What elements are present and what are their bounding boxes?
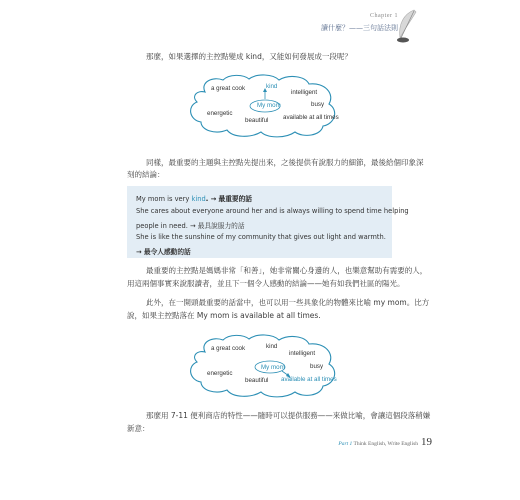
cloud2-word-energetic: energetic xyxy=(207,370,233,377)
chapter-title: 讀什麼？——三句話法則 xyxy=(321,24,398,32)
cloud2-word-busy: busy xyxy=(310,363,324,370)
chapter-label: Chapter 1 xyxy=(370,13,398,19)
paragraph-4-line-2: 說，如果主控點落在 My mom is available at all times. xyxy=(127,311,321,320)
cloud1-word-intelligent: intelligent xyxy=(291,89,318,96)
example-line-1 xyxy=(136,193,252,203)
cloud2-word-cook: a great cook xyxy=(211,345,246,352)
paragraph-4-line-1: 此外，在一開頭最重要的話當中，也可以用一些具象化的物體來比喻 my mom。比方 xyxy=(146,298,430,307)
example-line-3: people in need. → 最具說服力的話 xyxy=(136,222,245,230)
footer-book-title: Think English, Write English xyxy=(353,441,418,447)
cloud2-word-beautiful: beautiful xyxy=(245,377,269,384)
cloud2-word-mymom: My mom xyxy=(261,364,285,371)
page-number: 19 xyxy=(421,436,432,448)
cloud1-word-available: available at all times xyxy=(283,114,339,121)
cloud1-word-mymom: My mom xyxy=(257,102,281,109)
example-line-5: → 最令人感動的話 xyxy=(136,248,191,256)
feather-icon xyxy=(394,8,420,44)
example-line-1-pre: My mom is very xyxy=(136,195,192,203)
cloud1-word-cook: a great cook xyxy=(211,85,246,92)
example-line-1-post: . → 最重要的話 xyxy=(205,195,252,203)
cloud2-word-available: available at all times xyxy=(281,376,337,383)
paragraph-5-line-2: 新意： xyxy=(127,424,150,433)
cloud2-word-intelligent: intelligent xyxy=(289,350,316,357)
paragraph-2-line-2: 刻的結論： xyxy=(127,170,165,179)
paragraph-5-line-1: 那麼用 7-11 便利商店的特性——隨時可以提供服務——來做比喻，會讓這個段落稍嫌 xyxy=(146,411,431,420)
paragraph-3-line-2: 用這兩個事實來說服讀者，並且下一個令人感動的結論——她有如我們社區的陽光。 xyxy=(127,279,405,288)
footer-running-title xyxy=(338,441,418,447)
cloud1-word-beautiful: beautiful xyxy=(245,117,269,124)
paragraph-2-line-1: 同樣，最重要的主題與主控點先提出來，之後提供有說服力的細節，最後給個印象深 xyxy=(146,158,424,167)
footer-part: Part 1 xyxy=(338,441,353,447)
example-keyword-kind: kind xyxy=(191,195,206,203)
cloud1-word-energetic: energetic xyxy=(207,110,233,117)
cloud1-word-busy: busy xyxy=(311,101,325,108)
paragraph-3-line-1: 最重要的主控點是媽媽非常「和善」，她非常關心身邊的人，也樂意幫助有需要的人， xyxy=(146,266,428,275)
example-line-4: She is like the sunshine of my community that gives out light and warmth. xyxy=(136,233,386,241)
paragraph-1: 那麼，如果選擇的主控點變成 kind，又能如何發展成一段呢？ xyxy=(146,52,352,61)
example-line-2: She cares about everyone around her and is always willing to spend time helping xyxy=(136,207,409,215)
cloud1-word-kind: kind xyxy=(266,83,278,90)
cloud2-word-kind: kind xyxy=(266,343,278,350)
